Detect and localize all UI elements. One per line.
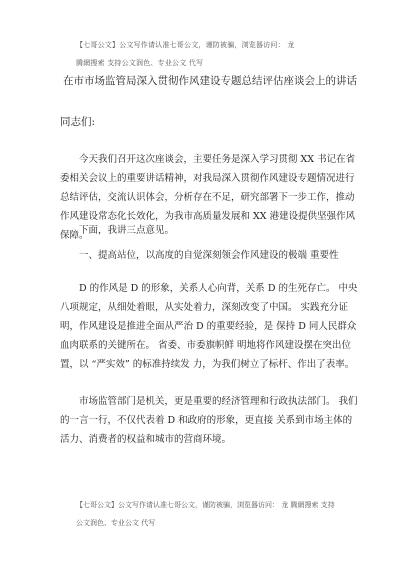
paragraph-market-regulation-text: 市场监管部门是机关，更是重要的经济管理和行政执法部门。 我们的一言一行，不仅代表着 D 和政府的形象，更直接 关系到市场主体的活力、消费者的权益和城市的营商环境。 (60, 396, 358, 445)
footer-note-line-2: 公文润色、专业公文 代写 (76, 519, 156, 527)
paragraph-transition-text: 下面，我讲三点意见。 (79, 225, 175, 236)
header-watermark-note (76, 36, 386, 72)
section-heading-1 (60, 246, 360, 265)
header-note-line-1: 【七哥公文】公文写作请认准七哥公文，谨防被骗，浏览器访问： 龙 (76, 41, 295, 49)
salutation: 同志们: (60, 116, 96, 128)
paragraph-intro-text: 今天我们召开这次座谈会，主要任务是深入学习贯彻 XX 书记在省委相关会议上的重要讲话精神，对我局深入贯彻作风建设专题情况进行总结评估，交流认识体会，分析存在不足，研究部署下一步工作，推动作风建设常态化长效化，为我市高质量发展和 XX 港建设提供坚强作风保障。 (60, 154, 356, 241)
paragraph-style-image-text: D 的作风是 D 的形象，关系人心向背，关系 D 的生死存亡。 中央八项规定，从细处着眼，从实处着力，深刻改变了中国。 实践充分证明，作风建设是推进全面从严治 D 的重要经验，是 保持 D 同人民群众血肉联系的关键所在。 省委、市委旗帜鲜 明地将作风建设摆在突出位置，以 “严实效” 的标准持续发 力，为我们树立了标杆、作出了表率。 (60, 283, 358, 370)
section-heading-1-text: 一、提高站位，以高度的自觉深刻领会作风建设的极端 重要性 (79, 250, 339, 261)
document-title: 在市市场监管局深入贯彻作风建设专题总结评估座谈会上的讲话 (63, 75, 357, 87)
paragraph-transition (60, 221, 360, 240)
paragraph-market-regulation (60, 392, 360, 449)
header-note-line-2: 腾網搜索 支持公文润色、专业公文 代写 (76, 59, 204, 67)
footer-watermark-note (76, 496, 386, 532)
footer-note-line-1: 【七哥公文】公文写作请认准七哥公文，谨防被骗，浏览器访问： 龙 腾網搜索 支持 (76, 501, 335, 509)
paragraph-style-image (60, 279, 360, 374)
